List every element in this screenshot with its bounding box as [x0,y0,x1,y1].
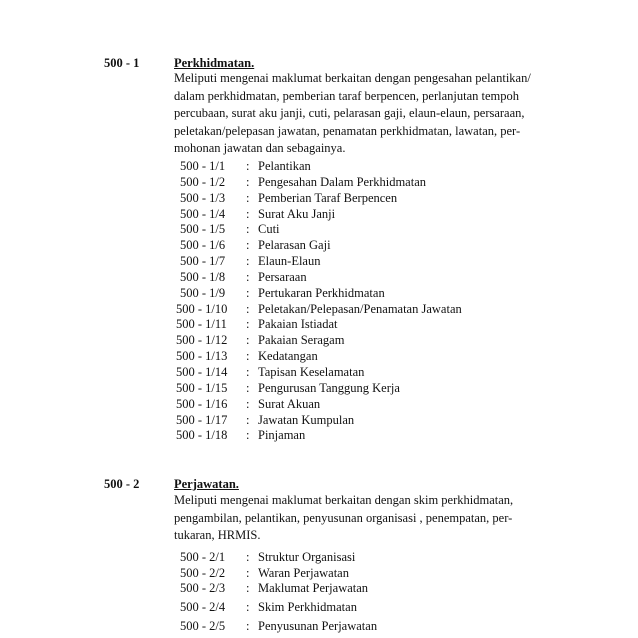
item-label: Pengurusan Tanggung Kerja [258,380,400,395]
item-code: 500 - 1/12 [176,333,228,348]
item-code: 500 - 1/2 [180,174,226,189]
description-line: peletakan/pelepasan jawatan, penamatan perkhidmatan, lawatan, per- [174,123,521,138]
item-label: Surat Aku Janji [258,206,336,221]
description-line: tukaran, HRMIS. [174,528,261,543]
section-2-item-list [176,550,576,638]
item-code: 500 - 1/14 [176,364,228,379]
item-label: Elaun-Elaun [258,254,321,269]
item-label: Struktur Organisasi [258,550,356,564]
item-code: 500 - 1/9 [180,285,226,300]
item-code: 500 - 2/5 [180,619,226,633]
item-separator: : [246,619,250,633]
item-label: Pelantikan [258,159,311,173]
list-item [176,397,576,413]
item-separator: : [246,317,250,332]
item-code: 500 - 1/13 [176,349,228,364]
item-separator: : [246,428,250,443]
list-item [176,428,576,444]
item-separator: : [246,349,250,364]
item-label: Pelarasan Gaji [258,238,331,253]
list-item [176,566,576,582]
item-separator: : [246,238,250,253]
section-1-item-list [176,159,576,444]
description-line: mohonan jawatan dan sebagainya. [174,141,346,156]
item-code: 500 - 1/6 [180,238,226,253]
item-separator: : [246,600,250,614]
item-label: Pertukaran Perkhidmatan [258,285,385,300]
list-item [176,317,576,333]
item-label: Surat Akuan [258,396,321,411]
list-item [176,191,576,207]
list-item [176,159,576,175]
description-line: Meliputi mengenai maklumat berkaitan dengan skim perkhidmatan, [174,493,514,507]
item-code: 500 - 1/10 [176,301,228,316]
item-separator: : [246,364,250,379]
list-item [176,333,576,349]
item-label: Pengesahan Dalam Perkhidmatan [258,174,427,189]
item-separator: : [246,581,250,595]
item-code: 500 - 1/15 [176,380,228,395]
list-item [176,381,576,397]
item-separator: : [246,301,250,316]
item-separator: : [246,222,250,237]
item-label: Cuti [258,222,280,237]
item-label: Pinjaman [258,428,306,443]
item-label: Tapisan Keselamatan [258,364,365,379]
item-separator: : [246,285,250,300]
item-label: Jawatan Kumpulan [258,412,355,427]
item-separator: : [246,333,250,348]
item-separator: : [246,565,250,580]
section-2-title: Perjawatan. [174,477,239,491]
list-item [176,600,576,619]
item-code: 500 - 2/4 [180,600,226,614]
item-label: Kedatangan [258,349,318,364]
item-label: Persaraan [258,269,307,284]
list-item [176,270,576,286]
list-item [176,619,576,638]
item-separator: : [246,206,250,221]
item-separator: : [246,174,250,189]
item-code: 500 - 2/1 [180,550,226,564]
item-separator: : [246,269,250,284]
item-code: 500 - 1/4 [180,206,226,221]
item-code: 500 - 1/16 [176,396,228,411]
description-line: Meliputi mengenai maklumat berkaitan dengan pengesahan pelantikan/ [174,71,531,85]
list-item [176,349,576,365]
description-line: dalam perkhidmatan, pemberian taraf berpencen, perlanjutan tempoh [174,88,519,103]
list-item [176,286,576,302]
list-item [176,302,576,318]
item-label: Pakaian Istiadat [258,317,338,332]
list-item [176,413,576,429]
section-1-code: 500 - 1 [104,56,140,70]
item-code: 500 - 2/3 [180,581,226,595]
list-item [176,365,576,381]
item-separator: : [246,190,250,205]
item-label: Pakaian Seragam [258,333,345,348]
section-2-code: 500 - 2 [104,477,140,491]
description-line: percubaan, surat aku janji, cuti, pelarasan gaji, elaun-elaun, persaraan, [174,106,525,121]
item-separator: : [246,550,250,564]
item-separator: : [246,380,250,395]
list-item [176,207,576,223]
item-label: Pemberian Taraf Berpencen [258,190,398,205]
item-label: Penyusunan Perjawatan [258,619,378,633]
list-item [176,254,576,270]
list-item [176,222,576,238]
list-item [176,175,576,191]
item-code: 500 - 1/18 [176,428,228,443]
item-code: 500 - 2/2 [180,565,226,580]
section-1-title: Perkhidmatan. [174,56,255,70]
item-separator: : [246,412,250,427]
item-label: Maklumat Perjawatan [258,581,369,595]
description-line: pengambilan, pelantikan, penyusunan organisasi , penempatan, per- [174,510,513,525]
item-label: Waran Perjawatan [258,565,349,580]
list-item [176,581,576,600]
section-2-description [174,492,554,545]
item-separator: : [246,159,250,173]
item-code: 500 - 1/17 [176,412,228,427]
item-label: Peletakan/Pelepasan/Penamatan Jawatan [258,301,462,316]
item-separator: : [246,254,250,269]
section-1-description [174,70,554,158]
item-code: 500 - 1/3 [180,190,226,205]
item-code: 500 - 1/5 [180,222,226,237]
list-item [176,550,576,566]
item-code: 500 - 1/7 [180,254,226,269]
list-item [176,238,576,254]
item-code: 500 - 1/1 [180,159,226,173]
item-code: 500 - 1/11 [176,317,227,332]
item-label: Skim Perkhidmatan [258,600,357,614]
item-code: 500 - 1/8 [180,269,226,284]
item-separator: : [246,396,250,411]
